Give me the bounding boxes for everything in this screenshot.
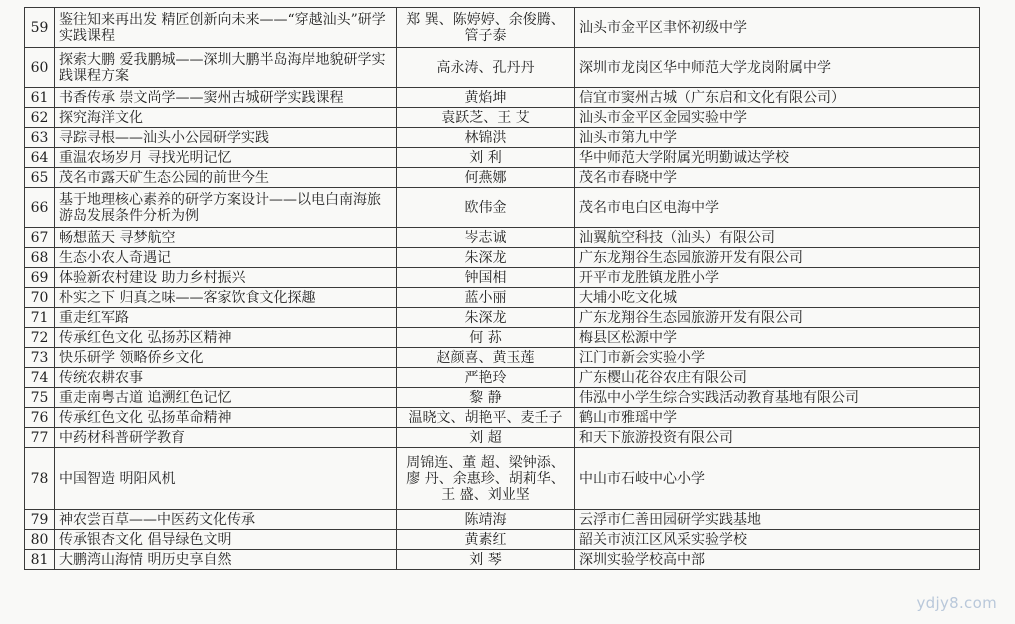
organization: 鹤山市雅瑶中学 (575, 408, 980, 428)
table-row (25, 128, 980, 148)
authors: 郑 巽、陈婷婷、余俊腾、管子泰 (397, 8, 575, 48)
table-row (25, 408, 980, 428)
authors: 欧伟金 (397, 188, 575, 228)
course-title: 基于地理核心素养的研学方案设计——以电白南海旅游岛发展条件分析为例 (55, 188, 397, 228)
organization: 汕头市金平区金园实验中学 (575, 108, 980, 128)
course-title: 书香传承 崇文尚学——窦州古城研学实践课程 (55, 88, 397, 108)
table-row (25, 88, 980, 108)
row-number: 61 (25, 88, 55, 108)
table-row (25, 48, 980, 88)
row-number: 68 (25, 248, 55, 268)
table-row (25, 328, 980, 348)
results-table (24, 7, 980, 570)
organization: 茂名市春晓中学 (575, 168, 980, 188)
authors: 蓝小丽 (397, 288, 575, 308)
table-row (25, 448, 980, 510)
organization: 云浮市仁善田园研学实践基地 (575, 510, 980, 530)
authors: 温晓文、胡艳平、麦壬子 (397, 408, 575, 428)
table-row (25, 288, 980, 308)
organization: 梅县区松源中学 (575, 328, 980, 348)
course-title: 传承红色文化 弘扬苏区精神 (55, 328, 397, 348)
row-number: 77 (25, 428, 55, 448)
table-row (25, 188, 980, 228)
row-number: 62 (25, 108, 55, 128)
authors: 黄焰坤 (397, 88, 575, 108)
organization: 汕头市第九中学 (575, 128, 980, 148)
organization: 和天下旅游投资有限公司 (575, 428, 980, 448)
table-row (25, 148, 980, 168)
row-number: 63 (25, 128, 55, 148)
course-title: 畅想蓝天 寻梦航空 (55, 228, 397, 248)
row-number: 60 (25, 48, 55, 88)
table-row (25, 268, 980, 288)
organization: 汕翼航空科技（汕头）有限公司 (575, 228, 980, 248)
course-title: 重走红军路 (55, 308, 397, 328)
authors: 林锦洪 (397, 128, 575, 148)
table-row (25, 228, 980, 248)
table-row (25, 348, 980, 368)
course-title: 探究海洋文化 (55, 108, 397, 128)
authors: 朱深龙 (397, 248, 575, 268)
row-number: 75 (25, 388, 55, 408)
authors: 黎 静 (397, 388, 575, 408)
table-row (25, 368, 980, 388)
course-title: 快乐研学 领略侨乡文化 (55, 348, 397, 368)
row-number: 81 (25, 550, 55, 570)
authors: 刘 超 (397, 428, 575, 448)
course-title: 重走南粤古道 追溯红色记忆 (55, 388, 397, 408)
authors: 黄素红 (397, 530, 575, 550)
row-number: 66 (25, 188, 55, 228)
authors: 高永涛、孔丹丹 (397, 48, 575, 88)
row-number: 78 (25, 448, 55, 510)
row-number: 71 (25, 308, 55, 328)
organization: 韶关市浈江区风采实验学校 (575, 530, 980, 550)
organization: 深圳市龙岗区华中师范大学龙岗附属中学 (575, 48, 980, 88)
organization: 华中师范大学附属光明勤诚达学校 (575, 148, 980, 168)
watermark: ydjy8.com (916, 594, 997, 612)
table-row (25, 388, 980, 408)
authors: 刘 利 (397, 148, 575, 168)
row-number: 69 (25, 268, 55, 288)
authors: 严艳玲 (397, 368, 575, 388)
course-title: 生态小农人奇遇记 (55, 248, 397, 268)
organization: 信宜市窦州古城（广东启和文化有限公司） (575, 88, 980, 108)
organization: 深圳实验学校高中部 (575, 550, 980, 570)
course-title: 中国智造 明阳风机 (55, 448, 397, 510)
organization: 伟泓中小学生综合实践活动教育基地有限公司 (575, 388, 980, 408)
row-number: 59 (25, 8, 55, 48)
authors: 刘 琴 (397, 550, 575, 570)
row-number: 72 (25, 328, 55, 348)
table-row (25, 108, 980, 128)
course-title: 传承红色文化 弘扬革命精神 (55, 408, 397, 428)
organization: 大埔小吃文化城 (575, 288, 980, 308)
course-title: 体验新农村建设 助力乡村振兴 (55, 268, 397, 288)
authors: 赵颜喜、黄玉莲 (397, 348, 575, 368)
authors: 钟国相 (397, 268, 575, 288)
course-title: 鉴往知来再出发 精匠创新向未来——“穿越汕头”研学实践课程 (55, 8, 397, 48)
organization: 江门市新会实验小学 (575, 348, 980, 368)
table-row (25, 248, 980, 268)
table-row (25, 8, 980, 48)
table-row (25, 530, 980, 550)
authors: 岑志诚 (397, 228, 575, 248)
course-title: 中药材科普研学教育 (55, 428, 397, 448)
row-number: 64 (25, 148, 55, 168)
results-table-body (25, 8, 980, 570)
authors: 袁跃芝、王 艾 (397, 108, 575, 128)
authors: 何燕娜 (397, 168, 575, 188)
table-row (25, 550, 980, 570)
organization: 广东龙翔谷生态园旅游开发有限公司 (575, 308, 980, 328)
course-title: 大鹏湾山海情 明历史享自然 (55, 550, 397, 570)
course-title: 传统农耕农事 (55, 368, 397, 388)
row-number: 67 (25, 228, 55, 248)
row-number: 65 (25, 168, 55, 188)
authors: 朱深龙 (397, 308, 575, 328)
row-number: 80 (25, 530, 55, 550)
course-title: 探索大鹏 爱我鹏城——深圳大鹏半岛海岸地貌研学实践课程方案 (55, 48, 397, 88)
row-number: 79 (25, 510, 55, 530)
organization: 开平市龙胜镇龙胜小学 (575, 268, 980, 288)
course-title: 寻踪寻根——汕头小公园研学实践 (55, 128, 397, 148)
table-row (25, 510, 980, 530)
authors: 陈靖海 (397, 510, 575, 530)
authors: 何 荪 (397, 328, 575, 348)
table-row (25, 428, 980, 448)
course-title: 传承银杏文化 倡导绿色文明 (55, 530, 397, 550)
course-title: 神农尝百草——中医药文化传承 (55, 510, 397, 530)
row-number: 74 (25, 368, 55, 388)
organization: 中山市石岐中心小学 (575, 448, 980, 510)
course-title: 朴实之下 归真之味——客家饮食文化探趣 (55, 288, 397, 308)
organization: 广东龙翔谷生态园旅游开发有限公司 (575, 248, 980, 268)
organization: 茂名市电白区电海中学 (575, 188, 980, 228)
course-title: 茂名市露天矿生态公园的前世今生 (55, 168, 397, 188)
row-number: 70 (25, 288, 55, 308)
row-number: 73 (25, 348, 55, 368)
organization: 汕头市金平区聿怀初级中学 (575, 8, 980, 48)
course-title: 重温农场岁月 寻找光明记忆 (55, 148, 397, 168)
row-number: 76 (25, 408, 55, 428)
table-row (25, 308, 980, 328)
organization: 广东樱山花谷农庄有限公司 (575, 368, 980, 388)
authors: 周锦连、董 超、梁钟添、廖 丹、余惠珍、胡莉华、王 盛、刘业坚 (397, 448, 575, 510)
table-row (25, 168, 980, 188)
